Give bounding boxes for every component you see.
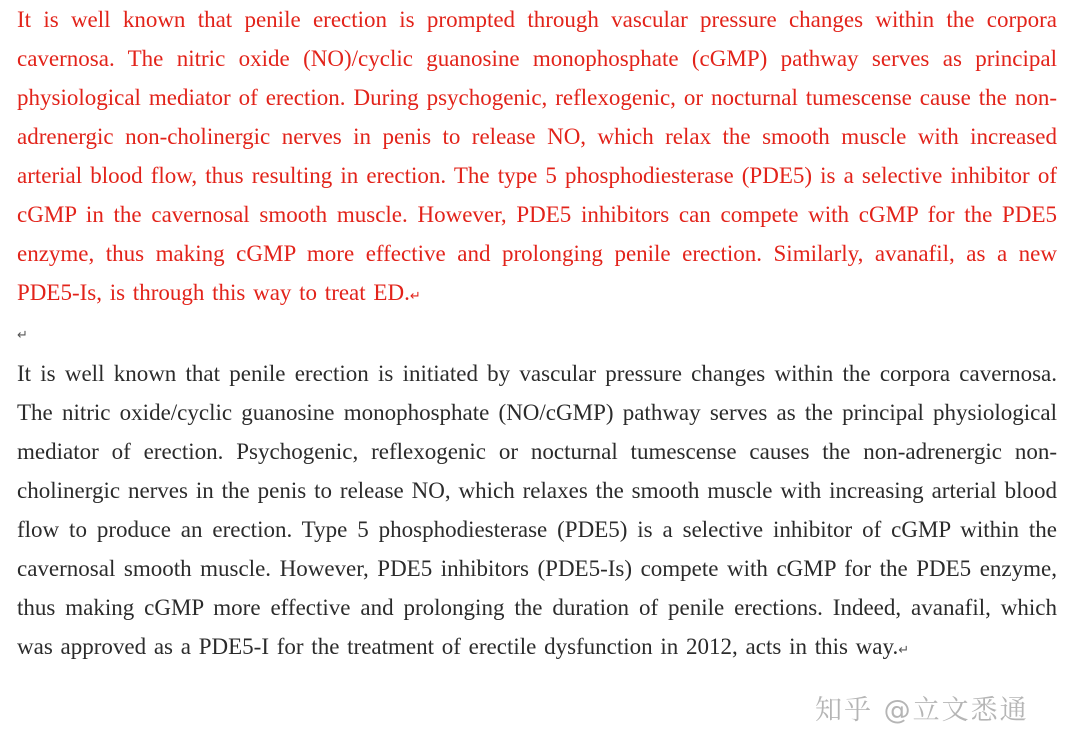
revised-paragraph-text: It is well known that penile erection is initiated by vascular pressure changes within the corpora cavernosa. The nitric oxide/cyclic guanosine monophosphate (NO/cGMP) pathway serves as the principal physiological mediator of erection. Psychogenic, reflexogenic or nocturnal tumescense causes the non-adrenergic non-cholinergic nerves in the penis to release NO, which relaxes the smooth muscle with increasing arterial blood flow to produce an erection. Type 5 phosphodiesterase (PDE5) is a selective inhibitor of cGMP within the cavernosal smooth muscle. However, PDE5 inhibitors (PDE5-Is) compete with cGMP for the PDE5 enzyme, thus making cGMP more effective and prolonging the duration of penile erections. Indeed, avanafil, which was approved as a PDE5-I for the treatment of erectile dysfunction in 2012, acts in this way.	[17, 361, 1057, 659]
paragraph-mark-icon: ↵	[409, 288, 421, 303]
original-paragraph-text: It is well known that penile erection is prompted through vascular pressure changes within the corpora cavernosa. The nitric oxide (NO)/cyclic guanosine monophosphate (cGMP) pathway serves as principal physiological mediator of erection. During psychogenic, reflexogenic, or nocturnal tumescense cause the non-adrenergic non-cholinergic nerves in penis to release NO, which relax the smooth muscle with increased arterial blood flow, thus resulting in erection. The type 5 phosphodiesterase (PDE5) is a selective inhibitor of cGMP in the cavernosal smooth muscle. However, PDE5 inhibitors can compete with cGMP for the PDE5 enzyme, thus making cGMP more effective and prolonging penile erection. Similarly, avanafil, as a new PDE5-Is, is through this way to treat ED.	[17, 7, 1057, 305]
paragraph-mark-icon: ↵	[898, 642, 910, 657]
watermark: 知乎 @立文悉通	[815, 695, 1029, 726]
document-body	[17, 0, 1057, 669]
revised-paragraph	[17, 354, 1057, 669]
paragraph-mark-icon: ↵	[17, 327, 28, 342]
empty-paragraph	[17, 315, 1057, 354]
original-paragraph	[17, 0, 1057, 315]
